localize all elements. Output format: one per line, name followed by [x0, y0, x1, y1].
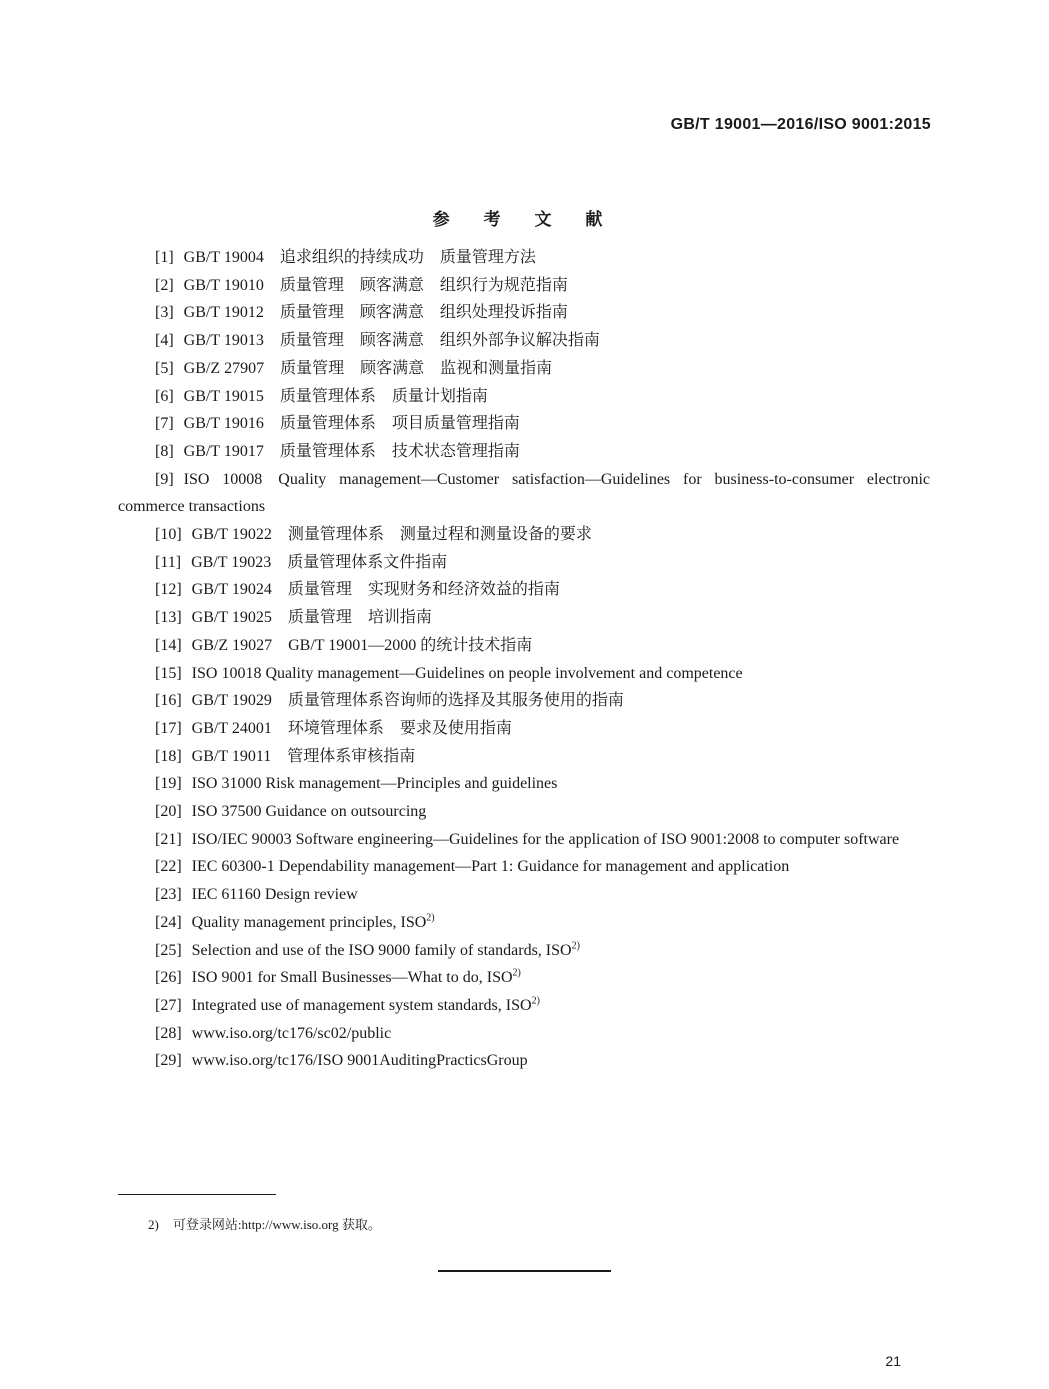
- reference-text: 测量管理体系 测量过程和测量设备的要求: [287, 526, 592, 544]
- reference-item: [118, 660, 930, 688]
- reference-text: Quality management principles, ISO: [191, 913, 427, 931]
- reference-item: [118, 438, 930, 466]
- section-title: 参 考 文 献: [432, 210, 617, 230]
- reference-number: [10]: [155, 526, 182, 544]
- reference-item: [118, 1047, 930, 1075]
- reference-text: 质量管理体系 项目质量管理指南: [279, 415, 520, 433]
- reference-text: 质量管理 顾客满意 监视和测量指南: [280, 359, 553, 377]
- reference-text: 质量管理体系文件指南: [287, 553, 448, 571]
- reference-code: GB/T 24001: [191, 719, 272, 737]
- reference-code: ISO 10008: [183, 470, 263, 488]
- reference-code: GB/T 19024: [191, 581, 272, 599]
- reference-code: GB/Z 27907: [183, 359, 265, 377]
- reference-number: [23]: [155, 886, 182, 904]
- reference-number: [12]: [155, 581, 182, 599]
- reference-item: [118, 327, 930, 355]
- reference-text: 质量管理体系 技术状态管理指南: [279, 442, 520, 460]
- reference-number: [24]: [155, 913, 182, 931]
- reference-number: [25]: [155, 941, 182, 959]
- reference-item: [118, 604, 930, 632]
- footnote: [148, 1214, 381, 1233]
- reference-text: Quality management—Customer satisfaction—Guidelines for business-to-consumer electronic commerce transactions: [118, 470, 930, 516]
- reference-number: [14]: [155, 636, 182, 654]
- reference-item: [118, 798, 930, 826]
- reference-item: [118, 383, 930, 411]
- reference-item: [118, 410, 930, 438]
- reference-number: [27]: [155, 996, 182, 1014]
- reference-list: [118, 244, 930, 1075]
- reference-text: IEC 61160 Design review: [191, 886, 358, 904]
- reference-code: GB/T 19011: [191, 747, 272, 765]
- reference-number: [15]: [155, 664, 182, 682]
- standard-header: GB/T 19001—2016/ISO 9001:2015: [670, 116, 931, 133]
- reference-text: 质量管理体系咨询师的选择及其服务使用的指南: [287, 692, 624, 710]
- reference-text: GB/T 19001—2000 的统计技术指南: [288, 636, 533, 654]
- reference-code: GB/T 19029: [191, 692, 272, 710]
- reference-item: [118, 272, 930, 300]
- reference-code: GB/T 19022: [191, 526, 272, 544]
- reference-text: 追求组织的持续成功 质量管理方法: [279, 249, 536, 266]
- reference-number: [22]: [155, 858, 182, 876]
- reference-number: [4]: [155, 332, 174, 350]
- reference-number: [20]: [155, 803, 182, 821]
- reference-footnote-marker: 2): [531, 995, 540, 1007]
- reference-number: [8]: [155, 442, 174, 460]
- reference-code: GB/Z 19027: [191, 636, 273, 654]
- reference-text: 质量管理体系 质量计划指南: [279, 387, 488, 405]
- reference-item: [118, 881, 930, 909]
- reference-code: GB/T 19016: [183, 415, 264, 433]
- reference-text: 质量管理 顾客满意 组织外部争议解决指南: [279, 332, 600, 350]
- reference-code: GB/T 19004: [183, 249, 264, 266]
- reference-text: 管理体系审核指南: [287, 747, 416, 765]
- reference-text: www.iso.org/tc176/sc02/public: [191, 1024, 392, 1042]
- reference-number: [26]: [155, 969, 182, 987]
- reference-code: GB/T 19017: [183, 442, 264, 460]
- reference-text: 环境管理体系 要求及使用指南: [287, 719, 512, 737]
- reference-footnote-marker: 2): [426, 912, 435, 924]
- reference-text: Integrated use of management system standards, ISO: [191, 996, 532, 1014]
- reference-item: [118, 909, 930, 937]
- reference-text: 质量管理 顾客满意 组织处理投诉指南: [279, 304, 568, 322]
- reference-text: ISO 9001 for Small Businesses—What to do, ISO: [191, 969, 513, 987]
- reference-item: [118, 770, 930, 798]
- reference-item: [118, 1020, 930, 1048]
- footnote-mark: 2): [148, 1217, 159, 1232]
- reference-number: [7]: [155, 415, 174, 433]
- reference-text: IEC 60300-1 Dependability management—Part 1: Guidance for management and application: [191, 858, 790, 876]
- reference-number: [13]: [155, 609, 182, 627]
- reference-text: 质量管理 培训指南: [287, 609, 432, 627]
- reference-number: [2]: [155, 276, 174, 294]
- reference-code: GB/T 19023: [191, 553, 272, 571]
- reference-text: ISO 10018 Quality management—Guidelines on people involvement and competence: [191, 664, 743, 682]
- reference-footnote-marker: 2): [571, 940, 580, 952]
- reference-code: GB/T 19015: [183, 387, 264, 405]
- reference-code: GB/T 19025: [191, 609, 272, 627]
- reference-item: [118, 937, 930, 965]
- reference-number: [29]: [155, 1052, 182, 1070]
- reference-number: [5]: [155, 359, 174, 377]
- reference-number: [18]: [155, 747, 182, 765]
- reference-text: ISO 31000 Risk management—Principles and guidelines: [191, 775, 558, 793]
- reference-number: [17]: [155, 719, 182, 737]
- reference-text: ISO 37500 Guidance on outsourcing: [191, 803, 427, 821]
- reference-item: [118, 992, 930, 1020]
- reference-item: [118, 549, 930, 577]
- reference-code: GB/T 19013: [183, 332, 264, 350]
- reference-text: 质量管理 顾客满意 组织行为规范指南: [279, 276, 568, 294]
- reference-code: GB/T 19012: [183, 304, 264, 322]
- footnote-text: 可登录网站:http://www.iso.org 获取。: [172, 1217, 381, 1232]
- reference-text: www.iso.org/tc176/ISO 9001AuditingPracticsGroup: [191, 1052, 528, 1070]
- reference-item: [118, 576, 930, 604]
- reference-text: Selection and use of the ISO 9000 family of standards, ISO: [191, 941, 572, 959]
- reference-item: [118, 355, 930, 383]
- reference-code: GB/T 19010: [183, 276, 264, 294]
- reference-number: [3]: [155, 304, 174, 322]
- reference-item: [118, 715, 930, 743]
- reference-number: [11]: [155, 553, 182, 571]
- page-number: 21: [885, 1353, 901, 1369]
- reference-footnote-marker: 2): [512, 967, 521, 979]
- reference-text: 质量管理 实现财务和经济效益的指南: [287, 581, 560, 599]
- reference-item: [118, 826, 930, 854]
- reference-number: [28]: [155, 1024, 182, 1042]
- reference-item: [118, 466, 930, 521]
- reference-item: [118, 853, 930, 881]
- reference-number: [19]: [155, 775, 182, 793]
- reference-item: [118, 964, 930, 992]
- reference-item: [118, 632, 930, 660]
- reference-number: [9]: [155, 470, 174, 488]
- reference-item: [118, 521, 930, 549]
- reference-item: [118, 743, 930, 771]
- reference-number: [21]: [155, 830, 182, 848]
- reference-number: [16]: [155, 692, 182, 710]
- reference-text: ISO/IEC 90003 Software engineering—Guidelines for the application of ISO 9001:2008 to computer software: [191, 830, 900, 848]
- reference-item: [118, 299, 930, 327]
- reference-number: [6]: [155, 387, 174, 405]
- footnote-divider: [118, 1194, 276, 1195]
- reference-number: [1]: [155, 249, 174, 266]
- end-divider: [438, 1270, 611, 1272]
- reference-item: [118, 244, 930, 272]
- reference-item: [118, 687, 930, 715]
